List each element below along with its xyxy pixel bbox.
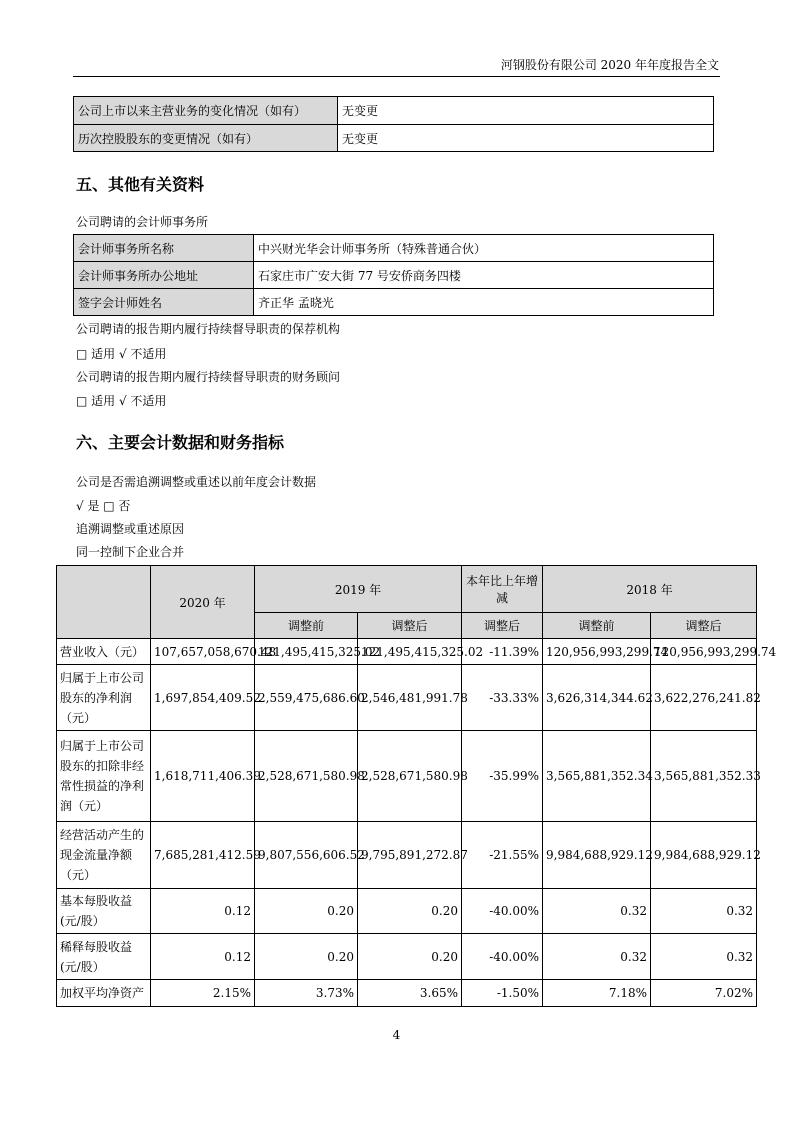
- value-2018-after: 9,984,688,929.12: [651, 822, 757, 889]
- section-5-heading: 五、其他有关资料: [76, 175, 205, 194]
- table-row: [74, 235, 714, 262]
- restatement-answer: √ 是 □ 否: [76, 499, 131, 513]
- value-2019-before: 9,807,556,606.52: [255, 822, 358, 889]
- firm-name-value: 中兴财光华会计师事务所（特殊普通合伙）: [254, 235, 714, 262]
- accounting-firm-intro: 公司聘请的会计师事务所: [76, 215, 209, 229]
- table-row: [57, 889, 757, 934]
- value-2019-before: 0.20: [255, 889, 358, 934]
- accounting-firm-table: [73, 234, 714, 316]
- change-value: 无变更: [338, 97, 714, 125]
- value-change: -35.99%: [462, 731, 543, 822]
- financial-data-table: [56, 565, 777, 1007]
- value-2020: 1,618,711,406.39: [151, 731, 255, 822]
- value-change: -11.39%: [462, 639, 543, 665]
- row-label: 基本每股收益(元/股）: [57, 889, 151, 934]
- restatement-question: 公司是否需追溯调整或重述以前年度会计数据: [76, 475, 317, 489]
- signing-accountants-value: 齐正华 孟晓光: [254, 289, 714, 316]
- col-header-2020: 2020 年: [151, 566, 255, 639]
- table-row: [57, 934, 757, 980]
- row-label: 经营活动产生的现金流量净额（元）: [57, 822, 151, 889]
- value-2018-before: 120,956,993,299.74: [543, 639, 651, 665]
- table-row: [57, 731, 757, 822]
- row-label: 营业收入（元）: [57, 639, 151, 665]
- value-2019-before: 0.20: [255, 934, 358, 980]
- col-change-after: 调整后: [462, 613, 543, 639]
- restatement-reason-label: 追溯调整或重述原因: [76, 522, 185, 536]
- value-2018-before: 0.32: [543, 934, 651, 980]
- col-2019-after: 调整后: [358, 613, 462, 639]
- value-change: -40.00%: [462, 889, 543, 934]
- advisor-check: □ 适用 √ 不适用: [76, 394, 167, 408]
- table-row: [57, 639, 757, 665]
- table-header-row: [57, 566, 757, 613]
- value-2019-after: 121,495,415,325.02: [358, 639, 462, 665]
- value-2018-before: 3,565,881,352.34: [543, 731, 651, 822]
- value-2019-after: 2,528,671,580.98: [358, 731, 462, 822]
- row-label: 加权平均净资产: [57, 980, 151, 1007]
- col-2019-before: 调整前: [255, 613, 358, 639]
- value-2020: 1,697,854,409.52: [151, 665, 255, 731]
- value-2018-after: 0.32: [651, 934, 757, 980]
- value-2019-after: 0.20: [358, 889, 462, 934]
- value-2018-before: 7.18%: [543, 980, 651, 1007]
- row-label: 归属于上市公司股东的净利润（元）: [57, 665, 151, 731]
- col-2018-before: 调整前: [543, 613, 651, 639]
- table-row: [74, 262, 714, 289]
- table-row: [74, 125, 714, 152]
- value-2020: 7,685,281,412.59: [151, 822, 255, 889]
- firm-address-value: 石家庄市广安大街 77 号安侨商务四楼: [254, 262, 714, 289]
- value-2020: 107,657,058,670.48: [151, 639, 255, 665]
- value-2020: 2.15%: [151, 980, 255, 1007]
- value-2019-before: 2,559,475,686.60: [255, 665, 358, 731]
- section-6-heading: 六、主要会计数据和财务指标: [76, 433, 285, 452]
- row-label: 归属于上市公司股东的扣除非经常性损益的净利润（元）: [57, 731, 151, 822]
- value-change: -1.50%: [462, 980, 543, 1007]
- value-2019-before: 2,528,671,580.98: [255, 731, 358, 822]
- header-title: 河钢股份有限公司 2020 年年度报告全文: [500, 58, 719, 72]
- change-label: 公司上市以来主营业务的变化情况（如有）: [74, 97, 338, 125]
- value-2018-after: 120,956,993,299.74: [651, 639, 757, 665]
- value-2018-after: 3,622,276,241.82: [651, 665, 757, 731]
- firm-name-label: 会计师事务所名称: [74, 235, 254, 262]
- value-2020: 0.12: [151, 889, 255, 934]
- value-2018-after: 0.32: [651, 889, 757, 934]
- change-label: 历次控股股东的变更情况（如有）: [74, 125, 338, 152]
- value-2019-after: 9,795,891,272.87: [358, 822, 462, 889]
- value-2018-before: 0.32: [543, 889, 651, 934]
- sponsor-line: 公司聘请的报告期内履行持续督导职责的保荐机构: [76, 322, 341, 336]
- value-change: -21.55%: [462, 822, 543, 889]
- value-2019-after: 0.20: [358, 934, 462, 980]
- page-number: 4: [392, 1028, 401, 1042]
- row-label: 稀释每股收益(元/股）: [57, 934, 151, 980]
- value-2018-after: 7.02%: [651, 980, 757, 1007]
- advisor-line: 公司聘请的报告期内履行持续督导职责的财务顾问: [76, 370, 341, 384]
- value-2019-before: 3.73%: [255, 980, 358, 1007]
- col-2018-after: 调整后: [651, 613, 757, 639]
- value-2019-before: 121,495,415,325.02: [255, 639, 358, 665]
- sponsor-check: □ 适用 √ 不适用: [76, 347, 167, 361]
- value-2018-before: 9,984,688,929.12: [543, 822, 651, 889]
- company-change-table: [73, 96, 714, 152]
- value-2020: 0.12: [151, 934, 255, 980]
- value-2019-after: 3.65%: [358, 980, 462, 1007]
- table-row: [74, 97, 714, 125]
- col-header-2019: 2019 年: [255, 566, 462, 613]
- signing-accountants-label: 签字会计师姓名: [74, 289, 254, 316]
- col-header-change: 本年比上年增减: [462, 566, 543, 613]
- table-row: [57, 980, 757, 1007]
- restatement-reason: 同一控制下企业合并: [76, 545, 185, 559]
- table-row: [57, 665, 757, 731]
- value-2018-after: 3,565,881,352.33: [651, 731, 757, 822]
- table-row: [74, 289, 714, 316]
- value-change: -33.33%: [462, 665, 543, 731]
- value-2018-before: 3,626,314,344.62: [543, 665, 651, 731]
- col-header-2018: 2018 年: [543, 566, 757, 613]
- firm-address-label: 会计师事务所办公地址: [74, 262, 254, 289]
- header-rule: [73, 76, 720, 77]
- value-change: -40.00%: [462, 934, 543, 980]
- value-2019-after: 2,546,481,991.78: [358, 665, 462, 731]
- change-value: 无变更: [338, 125, 714, 152]
- corner-cell: [57, 566, 151, 639]
- table-row: [57, 822, 757, 889]
